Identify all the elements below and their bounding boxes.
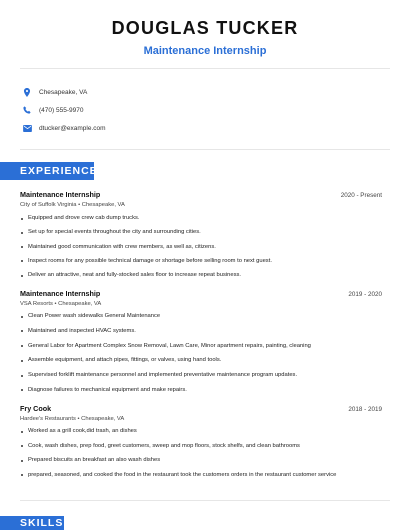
job-title: Maintenance Internship (20, 289, 101, 298)
job-company (20, 416, 382, 422)
mail-icon (22, 123, 32, 133)
job-entry (20, 289, 382, 394)
resume-header (0, 0, 410, 57)
list-item: Assemble equipment, and attach pipes, fittings, or valves, using hand tools. (20, 357, 382, 364)
contact-list (22, 83, 106, 137)
job-company (20, 202, 382, 208)
list-item: Inspect rooms for any possible technical damage or shortage before selling room to next guest. (20, 258, 382, 265)
list-item: prepared, seasoned, and cooked the food in the restaurant took the customers orders in the restaurant customer service (20, 472, 382, 479)
header-divider (20, 68, 390, 69)
job-entry (20, 404, 382, 479)
contact-phone (22, 101, 106, 119)
section-skills-label: SKILLS (20, 517, 64, 529)
section-skills (0, 516, 64, 530)
job-date: 2018 - 2019 (348, 406, 382, 413)
location-pin-icon (22, 87, 32, 97)
contact-location-text: Chesapeake, VA (39, 88, 88, 96)
list-item: Prepared biscuits an breakfast an also wash dishes (20, 457, 382, 464)
list-item: Worked as a grill cook,did trash, an dishes (20, 428, 382, 435)
job-entry (20, 190, 382, 279)
company-location: • Chesapeake, VA (78, 202, 125, 208)
list-item: Supervised forklift maintenance personnel and implemented preventative maintenance program updates. (20, 372, 382, 379)
experience-divider (20, 500, 390, 501)
list-item: Set up for special events throughout the city and surrounding cities. (20, 229, 382, 236)
company-name: City of Suffolk Virginia (20, 202, 77, 208)
contact-phone-text: (470) 555-9970 (39, 106, 84, 114)
job-title: Maintenance Internship (20, 190, 101, 199)
job-company (20, 301, 382, 307)
contact-email-text[interactable]: dtucker@example.com (39, 124, 106, 132)
section-experience (0, 162, 98, 180)
company-name: Hardee's Restaurants (20, 416, 76, 422)
list-item: Cook, wash dishes, prep food, greet customers, sweep and mop floors, stock shelfs, and clean bathrooms (20, 443, 382, 450)
list-item: General Labor for Apartment Complex Snow Removal, Lawn Care, Minor apartment repairs, painting, cleaning (20, 343, 382, 350)
candidate-role: Maintenance Internship (143, 45, 267, 57)
contact-email[interactable] (22, 119, 106, 137)
list-item: Maintained and inspected HVAC systems. (20, 328, 382, 335)
contacts-divider (20, 149, 390, 150)
company-location: • Chesapeake, VA (54, 301, 102, 307)
company-name: VSA Resorts (20, 301, 53, 307)
list-item: Deliver an attractive, neat and fully-stocked sales floor to increase repeat business. (20, 272, 382, 279)
list-item: Maintained good communication with crew members, as well as, citizens. (20, 244, 382, 251)
candidate-name: DOUGLAS TUCKER (111, 18, 299, 38)
section-experience-label: EXPERIENCE (20, 165, 98, 177)
list-item: Diagnose failures to mechanical equipment and make repairs. (20, 387, 382, 394)
company-location: • Chesapeake, VA (77, 416, 125, 422)
job-date: 2020 - Present (340, 192, 382, 199)
job-title: Fry Cook (20, 404, 52, 413)
list-item: Equipped and drove crew cab dump trucks. (20, 215, 382, 222)
contact-location (22, 83, 106, 101)
phone-icon (22, 105, 32, 115)
list-item: Clean Power wash sidewalks General Maintenance (20, 313, 382, 320)
job-date: 2019 - 2020 (348, 291, 382, 298)
